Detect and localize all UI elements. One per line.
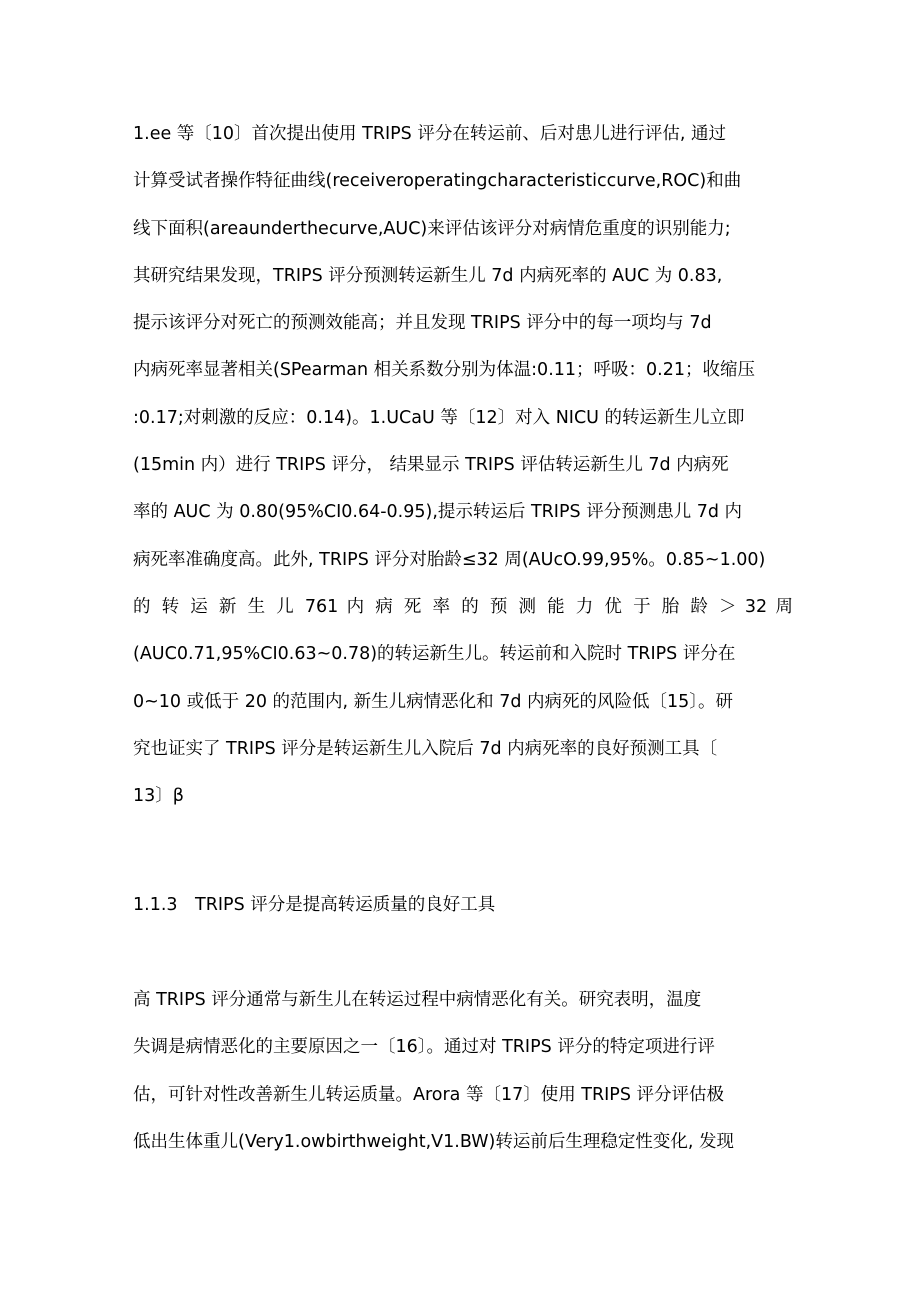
text-line: 0~10 或低于 20 的范围内, 新生儿病情恶化和 7d 内病死的风险低〔15〕。研 (133, 691, 734, 712)
text-line: 高 TRIPS 评分通常与新生儿在转运过程中病情恶化有关。研究表明，温度 (133, 990, 702, 1010)
text-line: (AUC0.71,95%CI0.63~0.78)的转运新生儿。转运前和入院时 TRIPS 评分在 (133, 644, 736, 665)
paragraph-trips-validation (133, 111, 793, 820)
text-line: 其研究结果发现，TRIPS 评分预测转运新生儿 7d 内病死率的 AUC 为 0.83, (133, 265, 723, 286)
text-line: (15min 内）进行 TRIPS 评分， 结果显示 TRIPS 评估转运新生儿 7d 内病死 (133, 455, 729, 476)
text-line: 计算受试者操作特征曲线(receiveroperatingcharacteristiccurve,ROC)和曲 (133, 171, 742, 192)
text-line: 病死率准确度高。此外, TRIPS 评分对胎龄≤32 周(AUcO.99,95%。0.85~1.00) (133, 549, 766, 570)
text-line: 13〕β (133, 786, 184, 807)
text-line: 低出生体重儿(Very1.owbirthweight,V1.BW)转运前后生理稳定性变化, 发现 (133, 1131, 734, 1152)
text-line: 提示该评分对死亡的预测效能高；并且发现 TRIPS 评分中的每一项均与 7d (133, 313, 712, 334)
text-line: 究也证实了 TRIPS 评分是转运新生儿入院后 7d 内病死率的良好预测工具〔 (133, 738, 718, 759)
paragraph-transport-quality (133, 977, 793, 1166)
text-line: 率的 AUC 为 0.80(95%CI0.64-0.95),提示转运后 TRIPS 评分预测患儿 7d 内 (133, 502, 743, 523)
section-heading: 1.1.3 TRIPS 评分是提高转运质量的良好工具 (133, 895, 496, 915)
text-line: 1.ee 等〔10〕首次提出使用 TRIPS 评分在转运前、后对患儿进行评估, 通过 (133, 124, 726, 144)
text-line: :0.17;对刺激的反应：0.14)。1.UCaU 等〔12〕对入 NICU 的转运新生儿立即 (133, 407, 745, 428)
text-line: 线下面积(areaunderthecurve,AUC)来评估该评分对病情危重度的识别能力; (133, 218, 731, 239)
text-line: 的 转 运 新 生 儿 761 内 病 死 率 的 预 测 能 力 优 于 胎 龄 ＞ 32 周 (133, 596, 793, 617)
text-line: 估，可针对性改善新生儿转运质量。Arora 等〔17〕使用 TRIPS 评分评估极 (133, 1084, 725, 1105)
text-line: 内病死率显著相关(SPearman 相关系数分别为体温:0.11；呼吸：0.21；收缩压 (133, 360, 755, 381)
text-line: 失调是病情恶化的主要原因之一〔16〕。通过对 TRIPS 评分的特定项进行评 (133, 1037, 715, 1058)
